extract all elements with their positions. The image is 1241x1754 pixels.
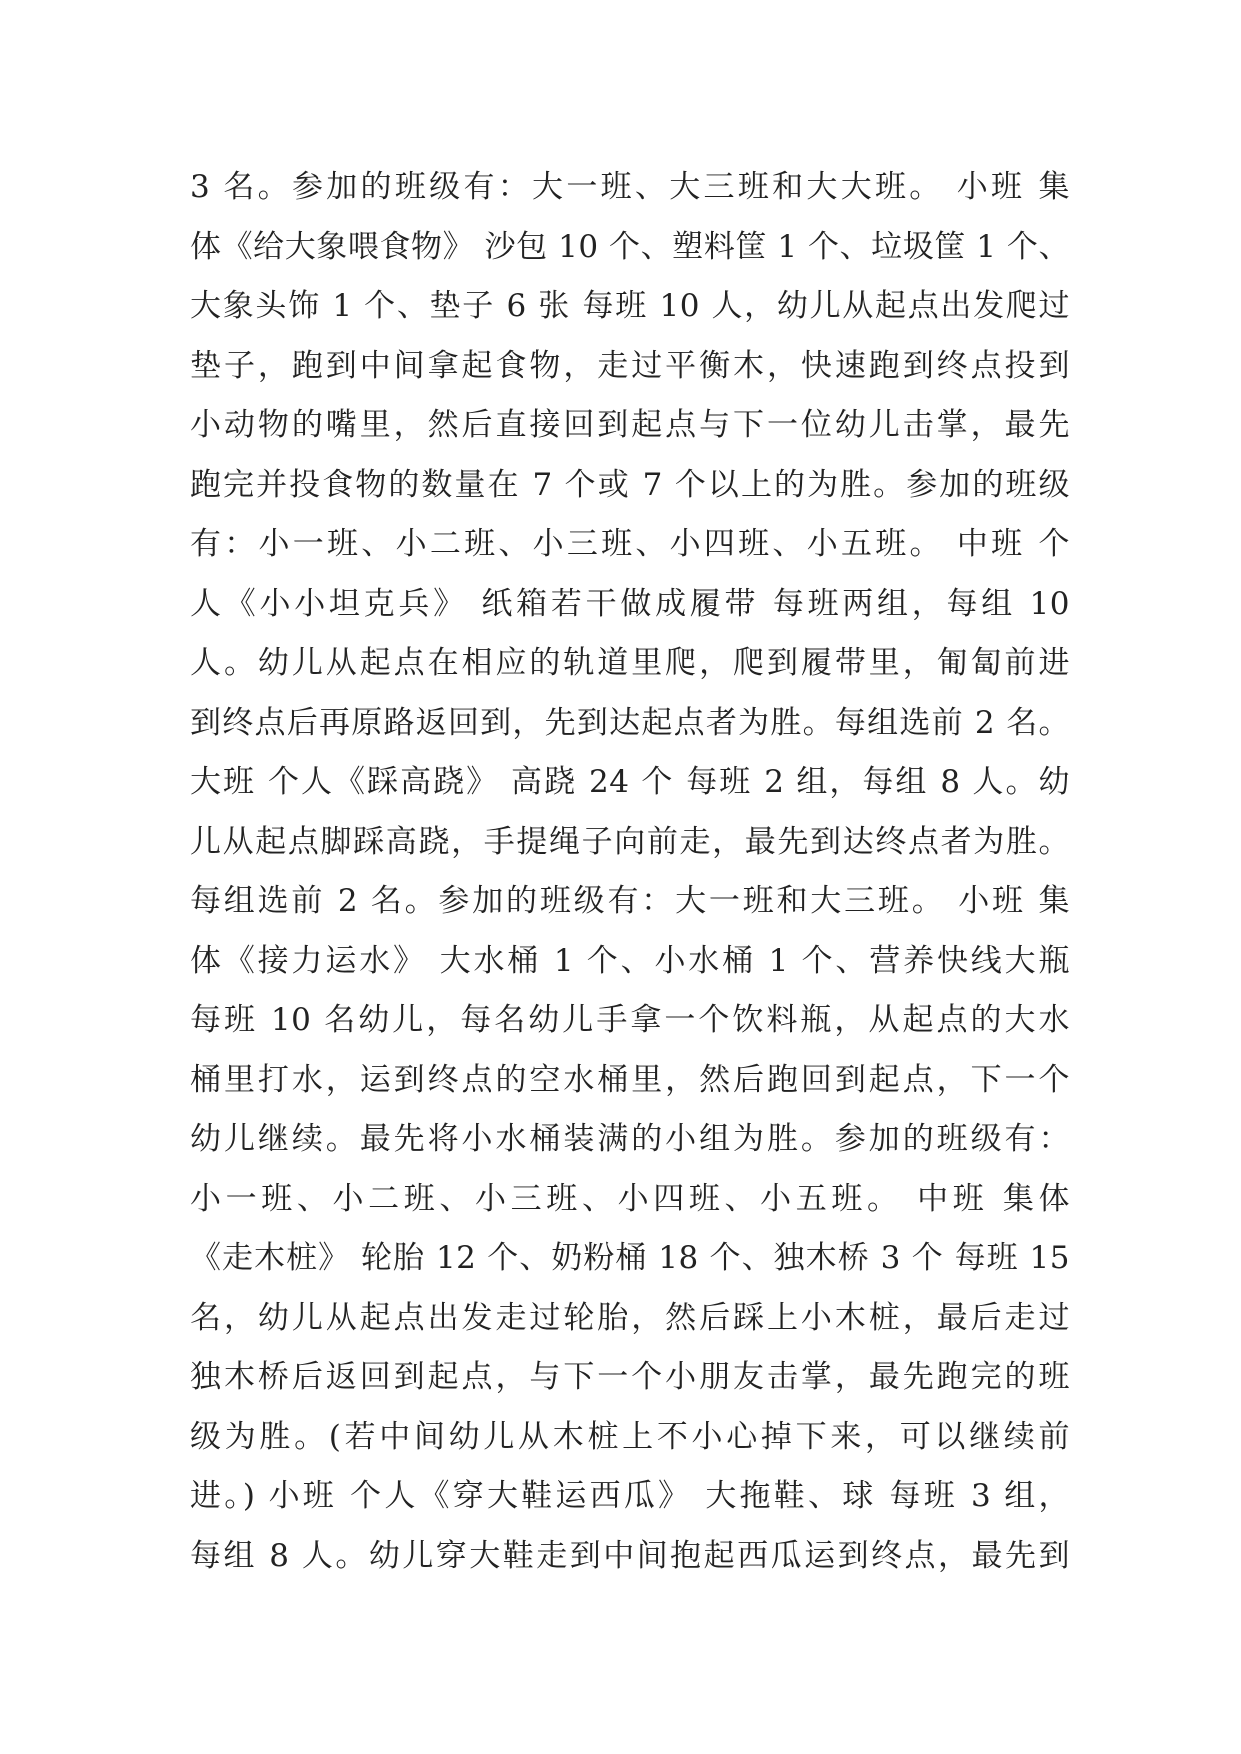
text-line: 独木桥后返回到起点，与下一个小朋友击掌，最先跑完的班	[190, 1359, 1070, 1395]
text-line: 跑完并投食物的数量在 7 个或 7 个以上的为胜。参加的班级	[190, 466, 1070, 503]
text-line: 小一班、小二班、小三班、小四班、小五班。 中班 集体	[190, 1180, 1070, 1217]
text-line: 小动物的嘴里，然后直接回到起点与下一位幼儿击掌，最先	[190, 407, 1070, 443]
text-line: 体《接力运水》 大水桶 1 个、小水桶 1 个、营养快线大瓶	[190, 942, 1070, 979]
text-line: 《走木桩》 轮胎 12 个、奶粉桶 18 个、独木桥 3 个 每班 15	[190, 1240, 1070, 1276]
text-line: 每组 8 人。幼儿穿大鞋走到中间抱起西瓜运到终点，最先到	[190, 1537, 1070, 1574]
text-line: 到终点后再原路返回到，先到达起点者为胜。每组选前 2 名。	[190, 704, 1070, 741]
text-line: 儿从起点脚踩高跷，手提绳子向前走，最先到达终点者为胜。	[190, 823, 1070, 860]
text-line: 名，幼儿从起点出发走过轮胎，然后踩上小木桩，最后走过	[190, 1299, 1070, 1336]
text-line: 幼儿继续。最先将小水桶装满的小组为胜。参加的班级有：	[190, 1121, 1070, 1157]
text-line: 大象头饰 1 个、垫子 6 张 每班 10 人，幼儿从起点出发爬过	[190, 288, 1070, 324]
text-line: 桶里打水，运到终点的空水桶里，然后跑回到起点，下一个	[190, 1061, 1070, 1098]
text-line: 级为胜。(若中间幼儿从木桩上不小心掉下来，可以继续前	[190, 1418, 1070, 1455]
body-text	[190, 158, 1070, 1586]
text-line: 3 名。参加的班级有：大一班、大三班和大大班。 小班 集	[190, 169, 1070, 205]
text-line: 垫子，跑到中间拿起食物，走过平衡木，快速跑到终点投到	[190, 347, 1070, 384]
text-line: 大班 个人《踩高跷》 高跷 24 个 每班 2 组，每组 8 人。幼	[190, 764, 1070, 800]
text-line: 人。幼儿从起点在相应的轨道里爬，爬到履带里，匍匐前进	[190, 645, 1070, 681]
text-line: 人《小小坦克兵》 纸箱若干做成履带 每班两组，每组 10	[190, 585, 1070, 622]
text-line: 有：小一班、小二班、小三班、小四班、小五班。 中班 个	[190, 526, 1070, 562]
text-line: 每组选前 2 名。参加的班级有：大一班和大三班。 小班 集	[190, 883, 1070, 919]
text-line: 体《给大象喂食物》 沙包 10 个、塑料筐 1 个、垃圾筐 1 个、	[190, 228, 1070, 265]
text-line: 每班 10 名幼儿，每名幼儿手拿一个饮料瓶，从起点的大水	[190, 1002, 1070, 1038]
text-line: 进。) 小班 个人《穿大鞋运西瓜》 大拖鞋、球 每班 3 组，	[190, 1478, 1070, 1514]
